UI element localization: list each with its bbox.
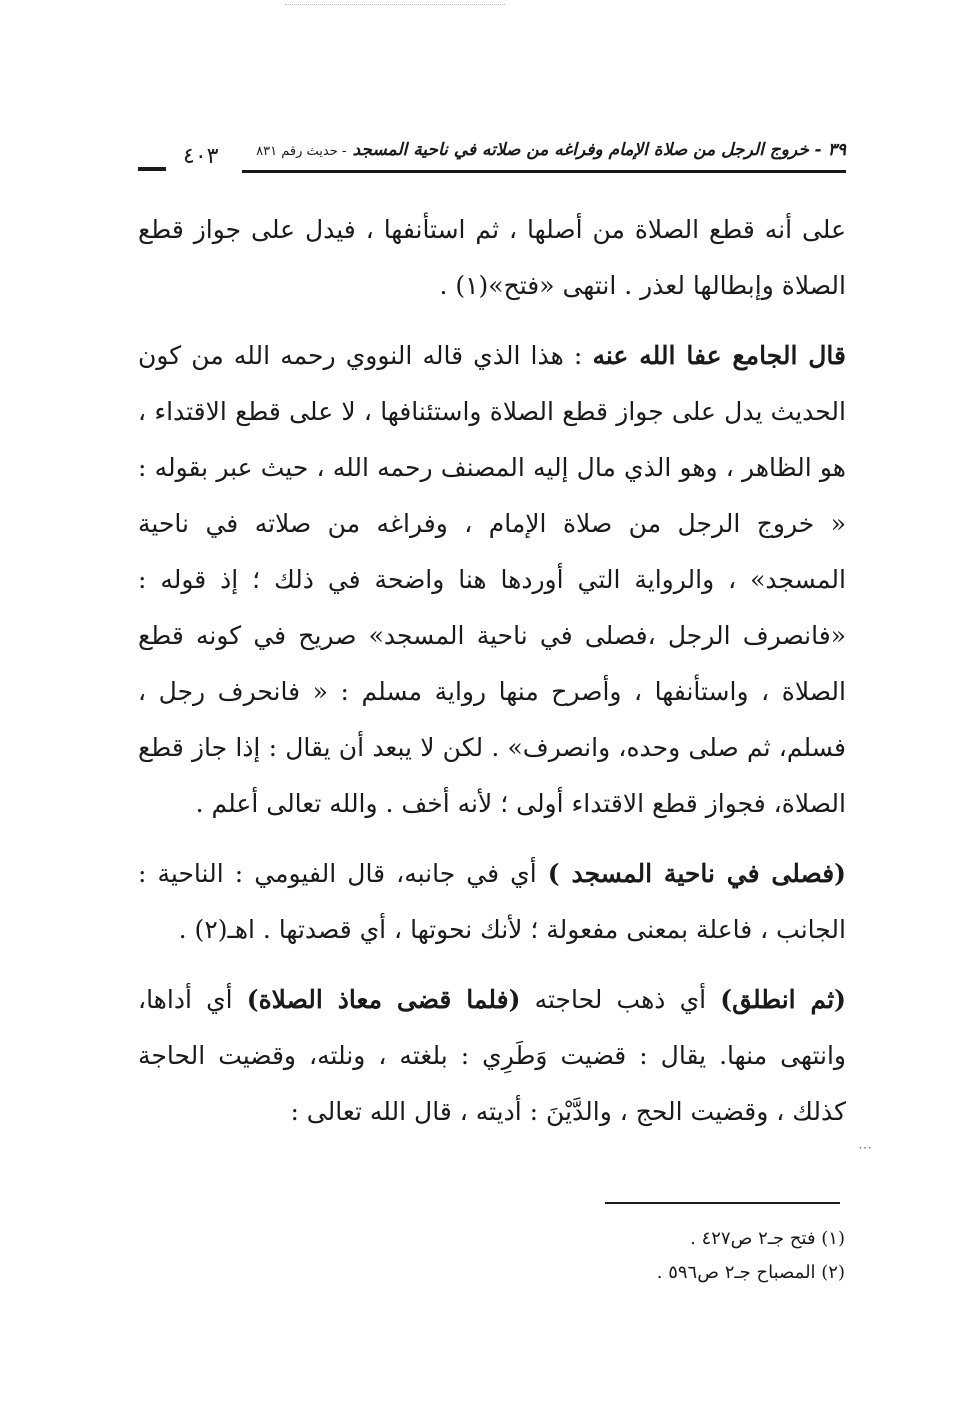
main-text [138, 202, 846, 1140]
page-number-dash [138, 167, 166, 171]
paragraph-3-lead: (فصلى في ناحية المسجد ) [547, 859, 846, 888]
paragraph-4-text-1: أي ذهب لحاجته [534, 985, 707, 1014]
footnotes [460, 1222, 845, 1290]
paragraph-3-text: أي في جانبه، قال الفيومي : الناحية : الجانب ، فاعلة بمعنى مفعولة ؛ لأنك نحوتها ، أي قصدتها . اهـ(٢) . [138, 859, 846, 944]
paragraph-1: على أنه قطع الصلاة من أصلها ، ثم استأنفها ، فيدل على جواز قطع الصلاة وإبطالها لعذر . انتهى «فتح»(١) . [138, 215, 846, 300]
footnote-1: (١) فتح جـ٢ ص٤٢٧ . [690, 1228, 845, 1249]
paragraph-4-text-2: أي أداها، وانتهى منها. يقال : قضيت وَطَرِي : بلغته ، ونلته، وقضيت الحاجة كذلك ، وقضيت الحج ، والدَّيْنَ : أديته ، قال الله تعالى : [138, 985, 846, 1126]
header-rule [242, 170, 846, 173]
running-title [256, 140, 846, 160]
paragraph-3 [138, 846, 846, 958]
footnote-rule [605, 1202, 840, 1204]
chapter-title: ٣٩ - خروج الرجل من صلاة الإمام وفراغه من صلاته في ناحية المسجد [352, 140, 846, 160]
scan-marks [285, 4, 505, 11]
paragraph-4 [138, 972, 846, 1140]
paragraph-2-lead: قال الجامع عفا الله عنه [592, 341, 846, 370]
paragraph-2 [138, 328, 846, 832]
paragraph-4-lead-1: (ثم انطلق) [720, 985, 846, 1014]
margin-dots: ⋯ [858, 1140, 872, 1156]
footnote-2: (٢) المصباح جـ٢ ص٥٩٦ . [656, 1262, 845, 1283]
page-number: ٤٠٣ [183, 144, 219, 169]
page-header [138, 132, 846, 184]
paragraph-2-text: : هذا الذي قاله النووي رحمه الله من كون الحديث يدل على جواز قطع الصلاة واستئنافها ، لا على قطع الاقتداء ، هو الظاهر ، وهو الذي مال إليه المصنف رحمه الله ، حيث عبر بقوله : « خروج الرجل من صلاة الإمام ، وفراغه من صلاته في ناحية المسجد» ، والرواية التي أوردها هنا واضحة في ذلك ؛ إذ قوله : «فانصرف الرجل ،فصلى في ناحية المسجد» صريح في كونه قطع الصلاة ، واستأنفها ، وأصرح منها رواية مسلم : « فانحرف رجل ، فسلم، ثم صلى وحده، وانصرف» . لكن لا يبعد أن يقال : إذا جاز قطع الصلاة، فجواز قطع الاقتداء أولى ؛ لأنه أخف . والله تعالى أعلم . [138, 341, 846, 818]
hadith-reference: - حديث رقم ٨٣١ [256, 144, 347, 159]
paragraph-4-lead-2: (فلما قضى معاذ الصلاة) [246, 985, 521, 1014]
